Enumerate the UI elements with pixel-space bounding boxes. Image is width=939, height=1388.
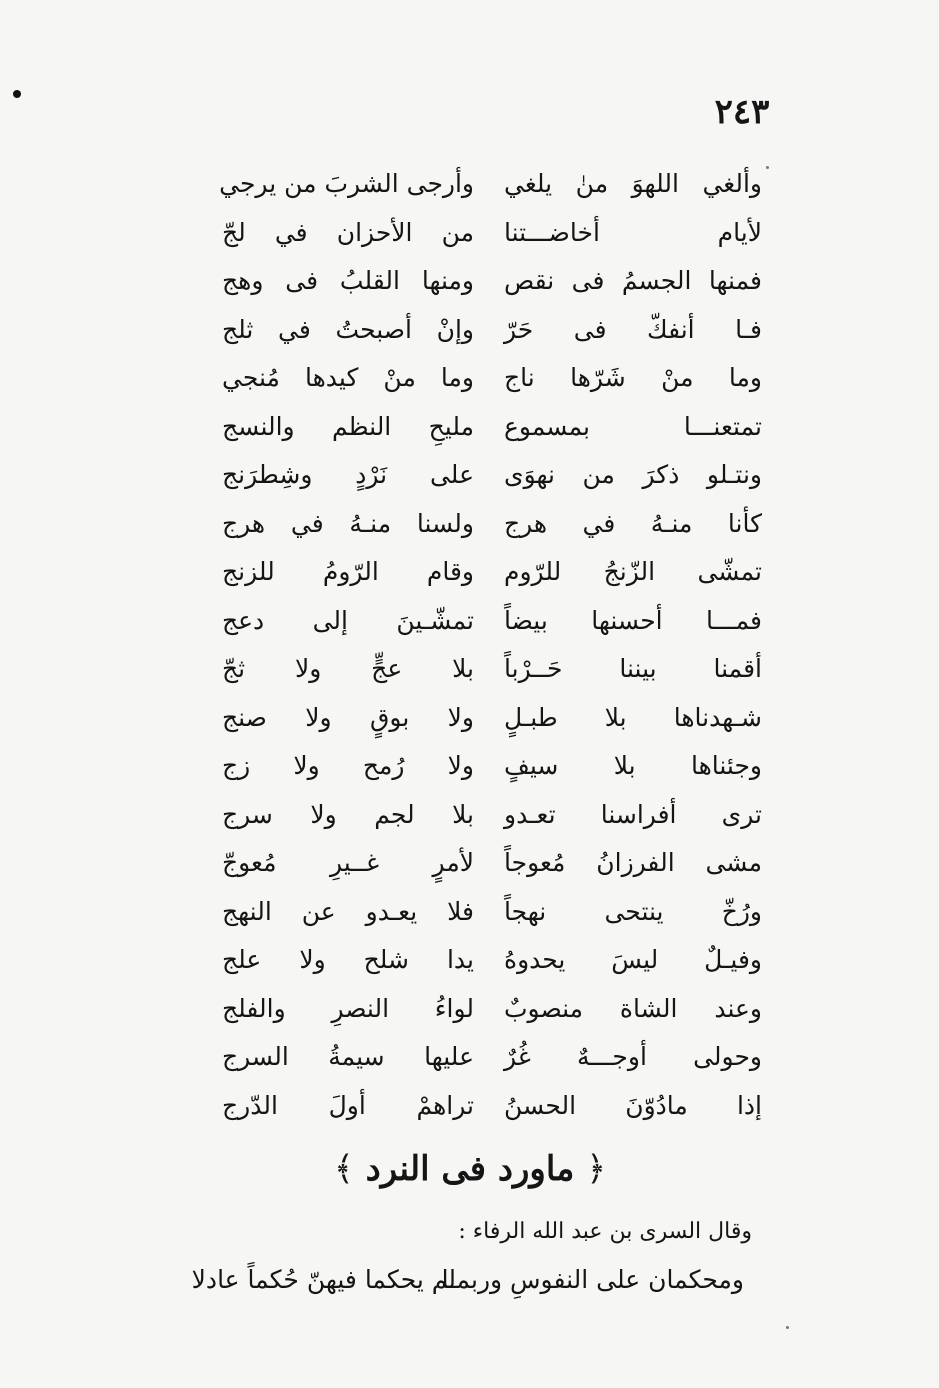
- verse-first-hemistich: تمتعنـــا بمسموع: [504, 411, 762, 441]
- verse-first-hemistich: تمشّى الزّنجُ للرّوم: [504, 557, 762, 587]
- verse-first-hemistich: وألغي اللهوَ منٰ يلغي: [504, 169, 762, 199]
- verse-second-hemistich: من الأحزان في لجّ: [222, 217, 474, 247]
- verse-first-hemistich: وحولى أوجـــهٌ غُرٌ: [504, 1042, 762, 1072]
- verse-second-hemistich: على نَرْدٍ وشِطرَنج: [222, 460, 474, 490]
- verse-second-hemistich: بلا عجٍّ ولا ثجّ: [222, 654, 474, 684]
- verse-line: [222, 451, 762, 500]
- verse-second-hemistich: فلا يعـدو عن النهج: [222, 896, 474, 926]
- verse-line: [219, 160, 762, 209]
- ink-speck: [786, 1326, 789, 1329]
- verse-second-hemistich: يدا شلح ولا علج: [222, 945, 474, 975]
- verse-second-hemistich: ولا رُمح ولا زج: [222, 751, 474, 781]
- verse-second-hemistich: وأرجى الشربَ من يرجي: [219, 169, 474, 199]
- verse-second-hemistich: وقام الرّومُ للزنج: [222, 557, 474, 587]
- intro-line: وقال السرى بن عبد الله الرفاء :: [458, 1219, 752, 1244]
- verse-first-hemistich: أقمنا بيننا حَــرْباً: [504, 654, 762, 684]
- verse-line: [222, 742, 762, 791]
- ink-dot: [13, 90, 21, 98]
- verse-line: [222, 791, 762, 840]
- verse-first-hemistich: فمـــا أحسنها بيضاً: [504, 605, 762, 635]
- verse-first-hemistich: لأيام أخاضـــتنا: [504, 217, 762, 247]
- verse-line: [222, 645, 762, 694]
- heading-title: ماورد فى النرد: [365, 1149, 575, 1189]
- verse-first-hemistich: شـهدناها بلا طبـلٍ: [504, 702, 762, 732]
- verse-second-hemistich: بلا لجم ولا سرج: [222, 799, 474, 829]
- verse-first-hemistich: إذا مادُوّنَ الحسنُ: [504, 1090, 762, 1120]
- verse-line: [222, 1033, 762, 1082]
- verse-second-hemistich: مليحِ النظم والنسج: [222, 411, 474, 441]
- verse-line: [222, 209, 762, 258]
- final-verse: [191, 1256, 744, 1304]
- verse-line: [222, 597, 762, 646]
- verse-second-hemistich: تراهمْ أولَ الدّرج: [222, 1090, 474, 1120]
- verse-first-hemistich: فـا أنفكّ فى حَرّ: [504, 314, 762, 344]
- verse-line: [222, 500, 762, 549]
- verse-second-hemistich: لواءُ النصرِ والفلج: [222, 993, 474, 1023]
- verse-second-hemistich: تمشّـينَ إلى دعج: [222, 605, 474, 635]
- verse-first-hemistich: وجئناها بلا سيفٍ: [504, 751, 762, 781]
- verse-line: [222, 936, 762, 985]
- verse-line: [222, 257, 762, 306]
- verse-second-hemistich: ولسنا منـهُ في هرج: [222, 508, 474, 538]
- verse-first-hemistich: كأنا منـهُ في هرج: [504, 508, 762, 538]
- ink-speck: [766, 166, 769, 169]
- verse-second-hemistich: عليها سيمةُ السرج: [222, 1042, 474, 1072]
- verse-first-hemistich: ومحكمان على النفوسِ وربمـا: [441, 1265, 744, 1294]
- verse-first-hemistich: ورُخّ ينتحى نهجاً: [504, 896, 762, 926]
- verse-line: [222, 985, 762, 1034]
- verse-first-hemistich: فمنها الجسمُ فى نقص: [504, 266, 762, 296]
- verse-line: [222, 354, 762, 403]
- verse-second-hemistich: لم يحكما فيهنّ حُكماً عادلا: [191, 1265, 456, 1294]
- verse-second-hemistich: لأمرٍ غــيرِ مُعوجّ: [222, 848, 474, 878]
- verse-second-hemistich: ومنها القلبُ فى وهج: [222, 266, 474, 296]
- verse-line: [222, 403, 762, 452]
- heading-close-bracket: ﴾: [333, 1149, 354, 1189]
- verse-line: [222, 548, 762, 597]
- verse-second-hemistich: وإنْ أصبحتُ في ثلج: [222, 314, 474, 344]
- verse-line: [222, 839, 762, 888]
- verse-first-hemistich: مشى الفرزانُ مُعوجاً: [504, 848, 762, 878]
- verse-line: [222, 1082, 762, 1131]
- verse-line: [222, 306, 762, 355]
- verse-line: [222, 694, 762, 743]
- verse-first-hemistich: ونتـلو ذكرَ من نهوَى: [504, 460, 762, 490]
- heading-open-bracket: ﴿: [586, 1149, 607, 1189]
- section-heading: [330, 1145, 610, 1193]
- page-number: ٢٤٣: [714, 92, 770, 132]
- verse-first-hemistich: وما منْ شَرّها ناج: [504, 363, 762, 393]
- verse-first-hemistich: ترى أفراسنا تعـدو: [504, 799, 762, 829]
- verse-line: [222, 888, 762, 937]
- verse-second-hemistich: وما منْ كيدها مُنجي: [222, 363, 474, 393]
- verse-first-hemistich: وفيـلٌ ليسَ يحدوهُ: [504, 945, 762, 975]
- poem: [219, 160, 762, 1130]
- verse-first-hemistich: وعند الشاة منصوبٌ: [504, 993, 762, 1023]
- verse-second-hemistich: ولا بوقٍ ولا صنج: [222, 702, 474, 732]
